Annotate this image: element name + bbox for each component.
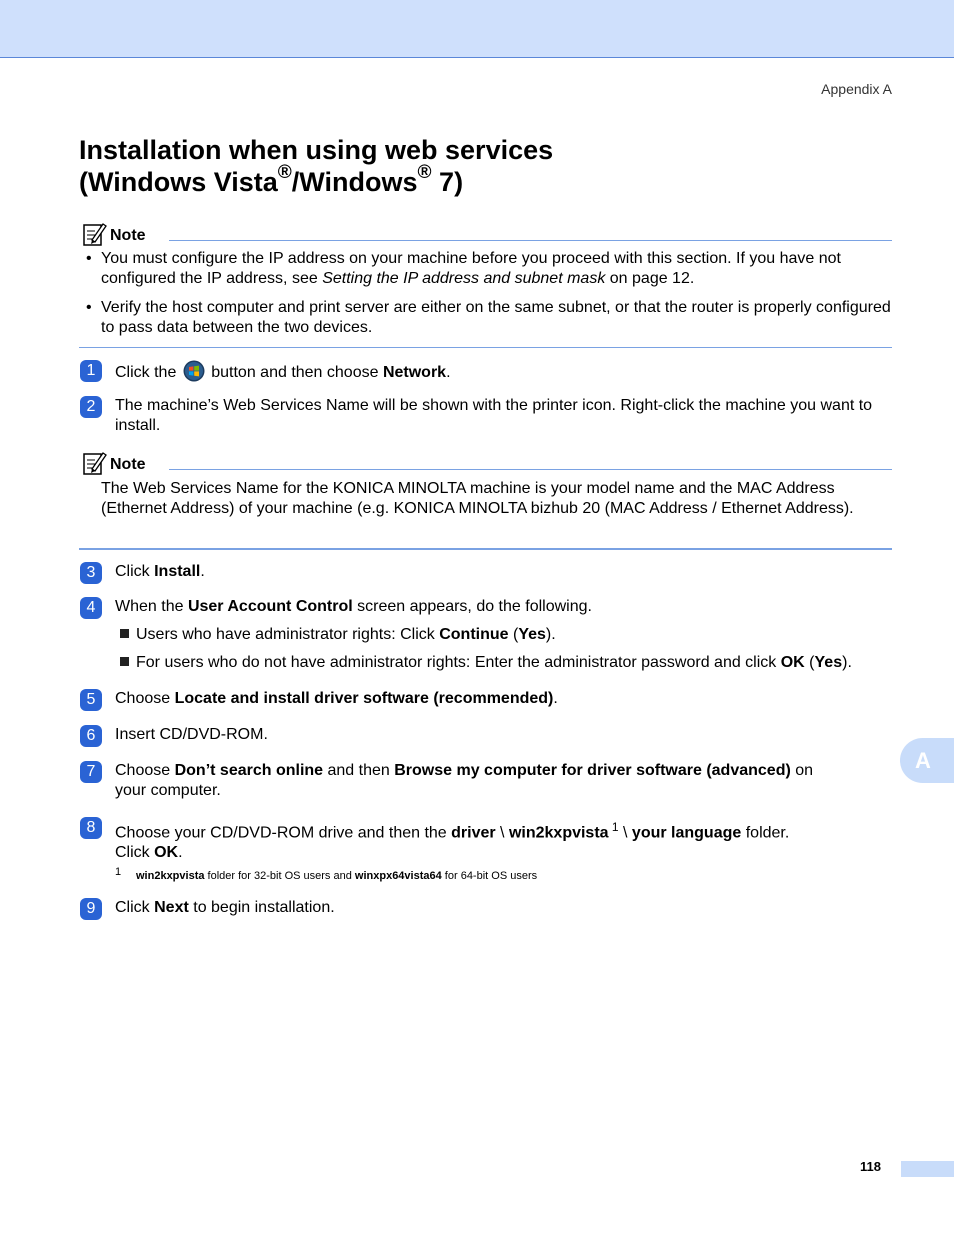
top-header-band [0,0,954,58]
step-number: 7 [80,761,102,783]
running-header: Appendix A [821,81,892,97]
note-pencil-icon [81,450,107,476]
step-8: 8 Choose your CD/DVD-ROM drive and then the driver \ win2kxpvista $^1$ \ your language folder. Click OK. [80,817,892,863]
note-end-rule [79,347,892,348]
note-header [81,450,892,476]
note-bullet: • Verify the host computer and print server are either on the same subnet, or that the router is properly configured to pass data between the two devices. [86,299,891,336]
substep: Users who have administrator rights: Click Continue (Yes). [120,625,900,645]
square-bullet-icon [120,657,129,666]
footnote: 1 win2kxpvista folder for 32-bit OS users and winxpx64vista64 for 64-bit OS users [115,866,538,882]
note-label: Note [110,456,146,473]
substep: For users who do not have administrator rights: Enter the administrator password and click OK (Yes). [120,653,900,673]
step-number: 4 [80,597,102,619]
step-5: 5 Choose Locate and install driver software (recommended). [80,689,892,709]
note-label: Note [110,227,146,244]
step-number: 6 [80,725,102,747]
note-rule [169,240,892,241]
step-number: 3 [80,562,102,584]
page-title: Installation when using web services (Windows Vista®/Windows® 7) [79,135,554,197]
appendix-side-tab: A [900,738,954,783]
step-number: 5 [80,689,102,711]
note-body: The Web Services Name for the KONICA MINOLTA machine is your model name and the MAC Address (Ethernet Address) of your machine (e.g. KONICA MINOLTA bizhub 20 (MAC Address / Ethernet Address). [101,480,854,517]
windows-start-orb-icon [183,360,205,382]
note-header [81,221,892,247]
page-number: 118 [860,1159,881,1174]
square-bullet-icon [120,629,129,638]
step-1: 1 Click the button and then choose Network. [80,360,892,383]
step-9: 9 Click Next to begin installation. [80,898,892,918]
step-number: 2 [80,396,102,418]
step-number: 9 [80,898,102,920]
step-4: 4 When the User Account Control screen appears, do the following. [80,597,892,617]
note-bullet: • You must configure the IP address on your machine before you proceed with this section. If you have not configured the IP address, see Setting the IP address and subnet mask on page 12. [86,250,841,287]
step-3: 3 Click Install. [80,562,892,582]
note-end-rule [79,548,892,550]
step-7: 7 Choose Don’t search online and then Browse my computer for driver software (advanced) on your computer. [80,761,840,801]
page-number-bar [901,1161,954,1177]
step-number: 8 [80,817,102,839]
note-rule [169,469,892,470]
step-number: 1 [80,360,102,382]
step-2: 2 The machine’s Web Services Name will be shown with the printer icon. Right-click the machine you want to install. [80,396,892,436]
step-6: 6 Insert CD/DVD-ROM. [80,725,892,745]
note-pencil-icon [81,221,107,247]
